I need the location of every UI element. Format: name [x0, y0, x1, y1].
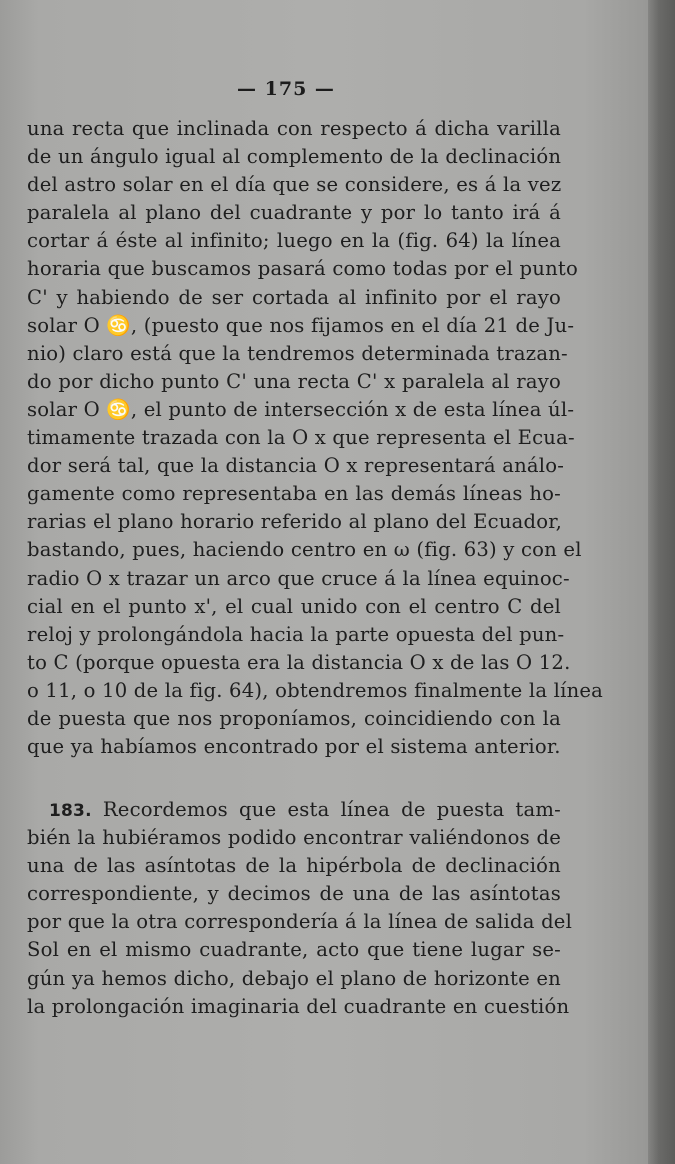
text-line: gamente como representaba en las demás líneas ho- — [27, 482, 561, 506]
text-line: correspondiente, y decimos de una de las asíntotas — [27, 882, 561, 906]
text-line: la prolongación imaginaria del cuadrante en cuestión — [27, 994, 570, 1018]
text-line: horaria que buscamos pasará como todas por el punto — [27, 257, 578, 281]
text-line: C' y habiendo de ser cortada al infinito por el rayo — [27, 285, 561, 309]
paragraph-1 — [27, 115, 604, 761]
text-line: solar O ♋, (puesto que nos fijamos en el día 21 de Ju- — [27, 313, 575, 337]
text-line: rarias el plano horario referido al plano del Ecuador, — [27, 510, 563, 534]
text-line: do por dicho punto C' una recta C' x paralela al rayo — [27, 369, 561, 393]
text-line: cortar á éste al infinito; luego en la (fig. 64) la línea — [27, 229, 561, 253]
text-line: Sol en el mismo cuadrante, acto que tiene lugar se- — [27, 938, 561, 962]
text-line: nio) claro está que la tendremos determinada trazan- — [27, 341, 568, 365]
text-line: bién la hubiéramos podido encontrar valiéndonos de — [27, 826, 561, 850]
text-line: una de las asíntotas de la hipérbola de declinación — [27, 854, 561, 878]
text-line: solar O ♋, el punto de intersección x de esta línea úl- — [27, 397, 575, 421]
text-line: gún ya hemos dicho, debajo el plano de horizonte en — [27, 966, 561, 990]
paragraph-2-first-line — [27, 796, 561, 824]
text-line: de puesta que nos proponíamos, coincidiendo con la — [27, 706, 561, 730]
text-line: que ya habíamos encontrado por el sistema anterior. — [27, 735, 561, 759]
text-line: bastando, pues, haciendo centro en ω (fig. 63) y con el — [27, 538, 582, 562]
text-line: por que la otra correspondería á la línea de salida del — [27, 910, 573, 934]
text-line: radio O x trazar un arco que cruce á la línea equinoc- — [27, 566, 570, 590]
text-line: del astro solar en el día que se considere, es á la vez — [27, 173, 562, 197]
paragraph-2-rest — [27, 824, 573, 1021]
text-line: timamente trazada con la O x que representa el Ecua- — [27, 426, 575, 450]
text-line: paralela al plano del cuadrante y por lo tanto irá á — [27, 201, 561, 225]
paragraph-2 — [27, 796, 573, 1021]
text-line: de un ángulo igual al complemento de la declinación — [27, 145, 562, 169]
paragraph-number: 183. — [49, 801, 92, 821]
page-edge — [648, 0, 675, 1164]
text-line: cial en el punto x', el cual unido con el centro C del — [27, 594, 561, 618]
text-line: una recta que inclinada con respecto á dicha varilla — [27, 117, 561, 140]
text-line: dor será tal, que la distancia O x representará análo- — [27, 454, 565, 478]
text-line: reloj y prolongándola hacia la parte opuesta del pun- — [27, 622, 565, 646]
page-number: — 175 — — [237, 78, 335, 100]
paragraph-2-first-line-text: Recordemos que esta línea de puesta tam- — [102, 798, 561, 821]
text-line: to C (porque opuesta era la distancia O x de las O 12. — [27, 650, 571, 674]
text-line: o 11, o 10 de la fig. 64), obtendremos finalmente la línea — [27, 678, 604, 702]
